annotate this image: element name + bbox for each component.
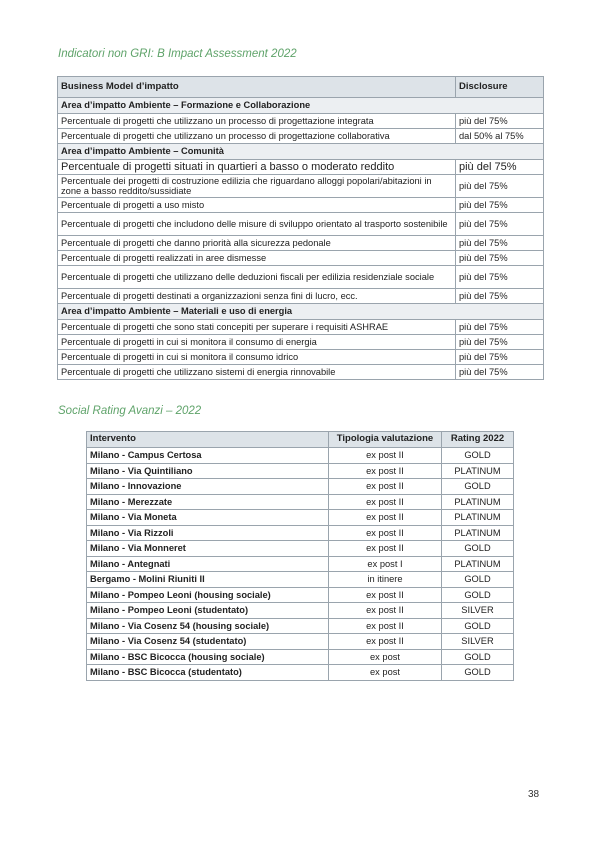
table-row — [58, 365, 544, 380]
table-row — [87, 541, 514, 557]
row-value: più del 75% — [456, 251, 544, 266]
table-row — [87, 649, 514, 665]
rating-table-body — [87, 448, 514, 681]
cell-tipologia: ex post II — [329, 541, 442, 557]
cell-rating: GOLD — [442, 479, 514, 495]
group-title: Area d’impatto Ambiente – Comunità — [58, 144, 544, 160]
cell-rating: GOLD — [442, 541, 514, 557]
table-row — [58, 129, 544, 144]
row-text: Percentuale di progetti destinati a organizzazioni senza fini di lucro, ecc. — [58, 289, 456, 304]
cell-rating: GOLD — [442, 572, 514, 588]
cell-rating: PLATINUM — [442, 510, 514, 526]
table-row — [58, 289, 544, 304]
cell-rating: SILVER — [442, 603, 514, 619]
row-text: Percentuale di progetti in cui si monitora il consumo idrico — [58, 350, 456, 365]
table-row — [58, 114, 544, 129]
row-text: Percentuale di progetti che sono stati concepiti per superare i requisiti ASHRAE — [58, 320, 456, 335]
table-row — [58, 251, 544, 266]
cell-rating: PLATINUM — [442, 556, 514, 572]
cell-tipologia: ex post II — [329, 479, 442, 495]
cell-tipologia: ex post II — [329, 510, 442, 526]
cell-tipologia: ex post II — [329, 448, 442, 464]
row-value: più del 75% — [456, 320, 544, 335]
table-row — [87, 525, 514, 541]
table-row — [87, 618, 514, 634]
header-tipologia: Tipologia valutazione — [329, 432, 442, 448]
row-value: più del 75% — [456, 335, 544, 350]
row-value: più del 75% — [456, 350, 544, 365]
cell-intervento: Milano - Antegnati — [87, 556, 329, 572]
row-text: Percentuale di progetti che utilizzano delle deduzioni fiscali per edilizia residenziale sociale — [58, 266, 456, 289]
row-value: più del 75% — [456, 198, 544, 213]
table-row — [87, 665, 514, 681]
row-text: Percentuale di progetti a uso misto — [58, 198, 456, 213]
group-title: Area d’impatto Ambiente – Materiali e uso di energia — [58, 304, 544, 320]
header-disclosure: Disclosure — [456, 77, 544, 98]
cell-rating: PLATINUM — [442, 525, 514, 541]
row-value: più del 75% — [456, 236, 544, 251]
cell-tipologia: ex post — [329, 665, 442, 681]
cell-tipologia: ex post II — [329, 494, 442, 510]
table-row — [87, 572, 514, 588]
cell-rating: PLATINUM — [442, 494, 514, 510]
cell-intervento: Milano - Pompeo Leoni (studentato) — [87, 603, 329, 619]
cell-intervento: Milano - BSC Bicocca (housing sociale) — [87, 649, 329, 665]
table-row — [58, 175, 544, 198]
cell-intervento: Milano - BSC Bicocca (studentato) — [87, 665, 329, 681]
table-row — [58, 213, 544, 236]
cell-intervento: Milano - Via Cosenz 54 (housing sociale) — [87, 618, 329, 634]
table-row — [87, 556, 514, 572]
cell-intervento: Milano - Via Moneta — [87, 510, 329, 526]
cell-rating: PLATINUM — [442, 463, 514, 479]
group-title: Area d’impatto Ambiente – Formazione e Collaborazione — [58, 98, 544, 114]
table-row — [87, 448, 514, 464]
row-text: Percentuale di progetti situati in quartieri a basso o moderato reddito — [58, 160, 456, 175]
group-row — [58, 144, 544, 160]
cell-intervento: Milano - Merezzate — [87, 494, 329, 510]
table-row — [58, 266, 544, 289]
table-row — [87, 479, 514, 495]
row-value: più del 75% — [456, 175, 544, 198]
row-value: più del 75% — [456, 114, 544, 129]
table-header-row — [58, 77, 544, 98]
cell-tipologia: ex post — [329, 649, 442, 665]
group-row — [58, 304, 544, 320]
page-number: 38 — [528, 789, 540, 800]
cell-tipologia: ex post II — [329, 463, 442, 479]
section-title-b-impact: Indicatori non GRI: B Impact Assessment 2022 — [58, 48, 297, 60]
header-business-model: Business Model d’impatto — [58, 77, 456, 98]
cell-intervento: Milano - Pompeo Leoni (housing sociale) — [87, 587, 329, 603]
table-row — [87, 634, 514, 650]
header-rating: Rating 2022 — [442, 432, 514, 448]
section-title-social-rating: Social Rating Avanzi – 2022 — [58, 405, 202, 417]
cell-tipologia: ex post II — [329, 634, 442, 650]
cell-tipologia: ex post II — [329, 603, 442, 619]
table-row — [58, 160, 544, 175]
row-text: Percentuale di progetti in cui si monitora il consumo di energia — [58, 335, 456, 350]
table-header-row — [87, 432, 514, 448]
row-value: più del 75% — [456, 266, 544, 289]
row-value: più del 75% — [456, 289, 544, 304]
table-row — [87, 463, 514, 479]
row-text: Percentuale di progetti che utilizzano sistemi di energia rinnovabile — [58, 365, 456, 380]
cell-tipologia: ex post II — [329, 525, 442, 541]
table-row — [87, 494, 514, 510]
cell-tipologia: in itinere — [329, 572, 442, 588]
cell-intervento: Milano - Via Rizzoli — [87, 525, 329, 541]
row-text: Percentuale di progetti che danno priorità alla sicurezza pedonale — [58, 236, 456, 251]
table-row — [58, 335, 544, 350]
cell-rating: SILVER — [442, 634, 514, 650]
cell-intervento: Milano - Via Quintiliano — [87, 463, 329, 479]
cell-intervento: Milano - Via Monneret — [87, 541, 329, 557]
row-value: più del 75% — [456, 213, 544, 236]
cell-rating: GOLD — [442, 649, 514, 665]
cell-intervento: Bergamo - Molini Riuniti II — [87, 572, 329, 588]
cell-rating: GOLD — [442, 587, 514, 603]
row-text: Percentuale di progetti che utilizzano un processo di progettazione collaborativa — [58, 129, 456, 144]
table-row — [87, 587, 514, 603]
table-row — [87, 603, 514, 619]
cell-rating: GOLD — [442, 665, 514, 681]
table-row — [58, 350, 544, 365]
table-row — [87, 510, 514, 526]
row-text: Percentuale dei progetti di costruzione edilizia che riguardano alloggi popolari/abitazioni in zone a basso reddito/sussidiate — [58, 175, 456, 198]
cell-intervento: Milano - Via Cosenz 54 (studentato) — [87, 634, 329, 650]
row-text: Percentuale di progetti che includono delle misure di sviluppo orientato al trasporto sostenibile — [58, 213, 456, 236]
group-row — [58, 98, 544, 114]
cell-intervento: Milano - Campus Certosa — [87, 448, 329, 464]
social-rating-table — [86, 431, 514, 681]
table-row — [58, 320, 544, 335]
table-row — [58, 198, 544, 213]
cell-rating: GOLD — [442, 448, 514, 464]
row-value: più del 75% — [456, 365, 544, 380]
b-impact-table — [57, 76, 544, 380]
cell-tipologia: ex post II — [329, 587, 442, 603]
row-text: Percentuale di progetti che utilizzano un processo di progettazione integrata — [58, 114, 456, 129]
row-value: più del 75% — [456, 160, 544, 175]
row-value: dal 50% al 75% — [456, 129, 544, 144]
table-row — [58, 236, 544, 251]
cell-tipologia: ex post I — [329, 556, 442, 572]
cell-rating: GOLD — [442, 618, 514, 634]
header-intervento: Intervento — [87, 432, 329, 448]
cell-intervento: Milano - Innovazione — [87, 479, 329, 495]
cell-tipologia: ex post II — [329, 618, 442, 634]
row-text: Percentuale di progetti realizzati in aree dismesse — [58, 251, 456, 266]
